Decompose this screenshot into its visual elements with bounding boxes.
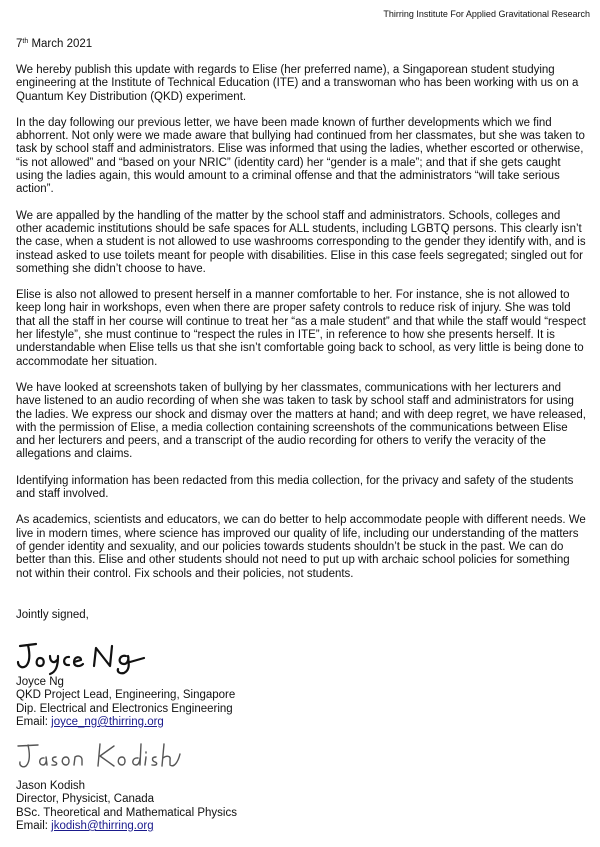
letter-body — [16, 64, 586, 594]
signatory-name: Joyce Ng — [16, 676, 64, 688]
letter-date — [16, 38, 92, 51]
signatory-degree: BSc. Theoretical and Mathematical Physics — [16, 806, 237, 819]
email-link[interactable]: joyce_ng@thirring.org — [51, 715, 164, 728]
date-suffix: th — [22, 38, 29, 45]
paragraph: We hereby publish this update with regards to Elise (her preferred name), a Singaporean student studying engineering at the Institute of Technical Education (ITE) and a transwoman who has been working with us on a Quantum Key Distribution (QKD) experiment. — [16, 64, 579, 103]
signatory-block-jason — [16, 780, 237, 833]
email-label: Email: — [16, 819, 52, 832]
signoff: Jointly signed, — [16, 609, 89, 621]
signatory-email-line — [16, 820, 237, 833]
paragraph: Elise is also not allowed to present herself in a manner comfortable to her. For instance, she is not allowed to keep long hair in workshops, even when there are proper safety controls to reduce risk of injury. She was told that all the staff in her course will continue to treat her “as a male student” and that while the staff would “respect her lifestyle”, she must continue to “respect the rules in ITE”, in reference to how she presents herself. It is understandable when Elise tells us that she isn’t comfortable going back to school, as very little is being done to accommodate her situation. — [16, 289, 586, 368]
paragraph: As academics, scientists and educators, we can do better to help accommodate people with different needs. We live in modern times, where science has improved our quality of life, including our understanding of the matters of gender identity and sexuality, and our policies towards students shouldn’t be stuck in the past. We can do better than this. Elise and other students should not need to put up with archaic school policies for something not within their control. Fix schools and their policies, not students. — [16, 514, 586, 580]
paragraph: We have looked at screenshots taken of bullying by her classmates, communications with her lecturers and have listened to an audio recording of when she was taken to task by school staff and administrators for using the ladies. We express our shock and dismay over the matters at hand; and with deep regret, we have released, with the permission of Elise, a media collection containing screenshots of the communications between Elise and her lecturers and peers, and a transcript of the audio recording for others to verify the veracity of the allegations and claims. — [16, 381, 586, 461]
signatory-email-line — [16, 716, 235, 729]
letterhead: Thirring Institute For Applied Gravitational Research — [383, 9, 590, 19]
email-link[interactable]: jkodish@thirring.org — [51, 819, 154, 832]
email-label: Email: — [16, 715, 52, 728]
date-day: 7 — [16, 38, 23, 50]
date-month-year: March 2021 — [28, 38, 93, 50]
signatory-title: Director, Physicist, Canada — [16, 793, 155, 806]
paragraph: Identifying information has been redacted from this media collection, for the privacy and safety of the students and staff involved. — [16, 474, 574, 501]
paragraph: In the day following our previous letter, we have been made known of further developments which we find abhorrent. Not only were we made aware that bullying had continued from her classmates, but she was taken to task by school staff and administrators. Elise was informed that using the ladies, whether escorted or otherwise, “is not allowed” and “based on your NRIC” (identity card) her “gender is a male”; and that if she gets caught using the ladies again, this would amount to a criminal offense and that the administrators “will take serious action”. — [16, 116, 585, 196]
signatory-block-joyce — [16, 676, 235, 729]
signature-joyce-ng — [14, 636, 154, 676]
signature-jason-kodish — [14, 738, 184, 774]
signatory-degree: Dip. Electrical and Electronics Engineering — [16, 702, 233, 715]
paragraph: We are appalled by the handling of the matter by the school staff and administrators. Schools, colleges and other academic institutions should be safe spaces for ALL students, including LGBTQ persons. This clearly isn’t the case, when a student is not allowed to use washrooms corresponding to the gender they identify with, and is instead asked to use toilets meant for people with disabilities. Elise in this case feels segregated; singled out for something she didn’t choose to have. — [16, 209, 586, 275]
signatory-name: Jason Kodish — [16, 780, 86, 792]
signatory-title: QKD Project Lead, Engineering, Singapore — [16, 689, 236, 702]
